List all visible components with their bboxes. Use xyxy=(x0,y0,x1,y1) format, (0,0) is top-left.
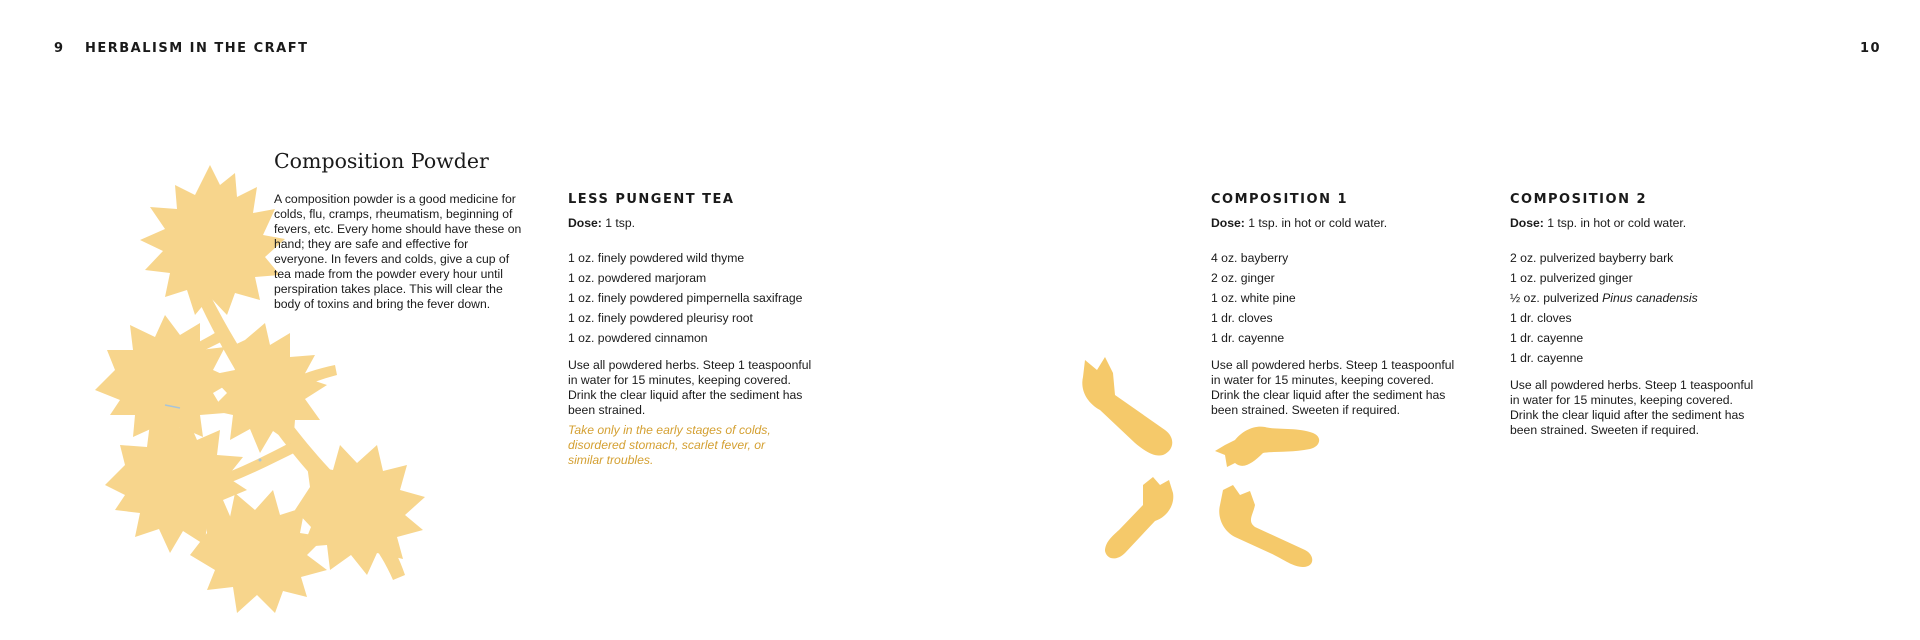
intro-paragraph: A composition powder is a good medicine for colds, flu, cramps, rheumatism, beginning of fevers, etc. Every home should have these on hand; they are safe and effective for everyone. In fevers and colds, give a cup of tea made from the powder every hour until perspiration takes place. This will clear the body of toxins and bring the fever down. xyxy=(274,192,522,311)
ingredient-item: 1 dr. cayenne xyxy=(1211,331,1285,345)
recipe-title: COMPOSITION 2 xyxy=(1510,192,1648,207)
ingredient-item: 1 oz. white pine xyxy=(1211,291,1296,305)
main-title: Composition Powder xyxy=(274,149,489,173)
ingredient-item: 1 oz. finely powdered wild thyme xyxy=(568,251,745,265)
recipe-dose xyxy=(1510,216,1760,231)
ingredient-list xyxy=(1510,248,1760,368)
ingredient-item: 2 oz. pulverized bayberry bark xyxy=(1510,251,1674,265)
ingredient-item: 1 dr. cloves xyxy=(1510,311,1572,325)
ingredient-item: 1 dr. cayenne xyxy=(1510,331,1584,345)
recipe-title: COMPOSITION 1 xyxy=(1211,192,1349,207)
ingredient-item: 1 oz. finely powdered pimpernella saxifrage xyxy=(568,291,803,305)
dose-value: 1 tsp. in hot or cold water. xyxy=(1543,216,1687,230)
ingredient-item: 1 dr. cayenne xyxy=(1510,351,1584,365)
recipe-note: Take only in the early stages of colds, disordered stomach, scarlet fever, or similar troubles. xyxy=(568,423,771,467)
ingredient-list xyxy=(1211,248,1461,348)
recipe-less-pungent-tea xyxy=(568,192,818,468)
page-number-left: 9 xyxy=(54,41,65,56)
ingredient-item: 1 dr. cloves xyxy=(1211,311,1273,325)
dose-label: Dose: xyxy=(568,216,602,230)
dose-label: Dose: xyxy=(1510,216,1544,230)
dose-label: Dose: xyxy=(1211,216,1245,230)
recipe-dose xyxy=(1211,216,1461,231)
recipe-instructions: Use all powdered herbs. Steep 1 teaspoonful in water for 15 minutes, keeping covered. Drink the clear liquid after the sediment has been strained. Sweeten if required. xyxy=(1510,378,1754,437)
recipe-composition-1 xyxy=(1211,192,1461,418)
recipe-composition-2 xyxy=(1510,192,1760,438)
recipe-title: LESS PUNGENT TEA xyxy=(568,192,735,207)
ingredient-list xyxy=(568,248,818,348)
recipe-dose xyxy=(568,216,818,231)
ingredient-item: 2 oz. ginger xyxy=(1211,271,1275,285)
ingredient-item xyxy=(1510,288,1760,308)
running-title: HERBALISM IN THE CRAFT xyxy=(85,41,309,56)
dose-value: 1 tsp. xyxy=(601,216,636,230)
recipe-instructions: Use all powdered herbs. Steep 1 teaspoonful in water for 15 minutes, keeping covered. Drink the clear liquid after the sediment has been strained. Sweeten if required. xyxy=(1211,358,1455,417)
ingredient-item: 4 oz. bayberry xyxy=(1211,251,1289,265)
ingredient-item: 1 oz. finely powdered pleurisy root xyxy=(568,311,753,325)
ingredient-item: 1 oz. powdered marjoram xyxy=(568,271,707,285)
ingredient-latin-name: Pinus canadensis xyxy=(1602,291,1698,305)
dose-value: 1 tsp. in hot or cold water. xyxy=(1244,216,1388,230)
ingredient-item: 1 oz. pulverized ginger xyxy=(1510,271,1633,285)
recipe-instructions: Use all powdered herbs. Steep 1 teaspoonful in water for 15 minutes, keeping covered. Drink the clear liquid after the sediment has been strained. xyxy=(568,358,812,417)
ingredient-item: 1 oz. powdered cinnamon xyxy=(568,331,708,345)
page-number-right: 10 xyxy=(1860,41,1882,56)
ingredient-text: ½ oz. pulverized xyxy=(1510,291,1603,305)
